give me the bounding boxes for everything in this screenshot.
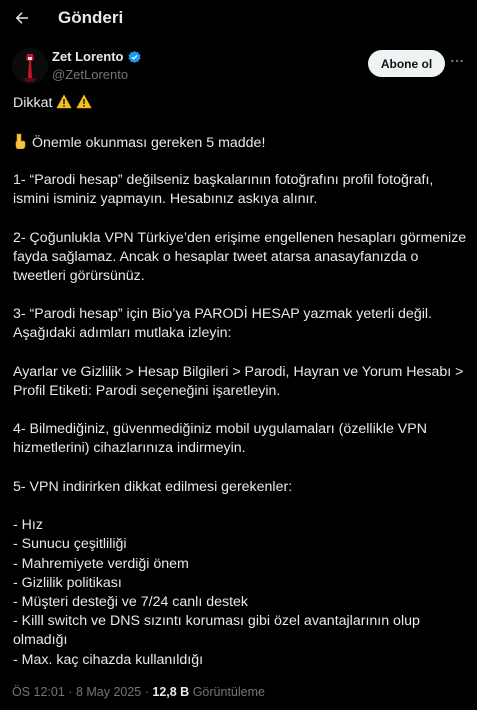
view-count: 12,8 B [152,685,190,699]
tweet-line: - Mahremiyete verdiği önem [13,556,189,572]
tweet-line: 2- Çoğunlukla VPN Türkiye’den erişime engellenen hesapları görmenize [13,230,467,246]
tweet-line: Dikkat [13,94,92,114]
tweet-line: - Killl switch ve DNS sızıntı koruması gibi özel avantajlarının olup [13,613,420,629]
tweet-date[interactable]: 8 May 2025 [75,685,142,699]
tweet-line: 5- VPN indirirken dikkat edilmesi gerekenler: [13,479,293,495]
arrow-left-icon [13,9,31,27]
warning-icon [56,94,72,114]
tweet-line: - Max. kaç cihazda kullanıldığı [13,652,204,668]
views-label: Görüntüleme [192,685,265,699]
tweet-line: - Sunucu çeşitliliği [13,536,127,552]
tweet-line: olmadığı [13,632,68,648]
tweet-line: - Müşteri desteği ve 7/24 canlı destek [13,594,249,610]
tweet-line: ismini isminiz yapmayın. Hesabınız askıya alınır. [13,191,318,207]
tweet-author [12,46,465,86]
top-bar [0,0,477,40]
tweet-time[interactable]: ÖS 12:01 [12,685,65,699]
tweet-line: 1- “Parodi hesap” değilseniz başkalarının fotoğrafını profil fotoğrafı, [13,172,434,188]
tweet-line: hizmetlerini) cihazlarınıza indirmeyin. [13,440,246,456]
follow-button[interactable]: Abone ol [368,50,445,77]
avatar-image [12,48,48,84]
tweet-line: tweetleri görürsünüz. [13,268,145,284]
tweet-line: - Hız [13,517,43,533]
warning-icon [76,94,92,114]
avatar[interactable] [12,48,48,84]
back-button[interactable] [12,8,32,28]
tweet-meta: ÖS 12:01 · 8 May 2025 · 12,8 B Görüntüleme [12,685,265,699]
tweet-line: Önemle okunması gereken 5 madde! [13,133,265,154]
author-handle[interactable]: @ZetLorento [52,67,129,82]
verified-badge-icon [127,50,142,65]
tweet-line: 4- Bilmediğiniz, güvenmediğiniz mobil uygulamaları (özellikle VPN [13,421,427,437]
page-title: Gönderi [58,8,124,27]
author-name[interactable]: Zet Lorento [52,49,124,64]
tweet-line: Ayarlar ve Gizlilik > Hesap Bilgileri > Parodi, Hayran ve Yorum Hesabı > [13,364,464,380]
more-dots-icon [449,53,465,69]
tweet-line: - Gizlilik politikası [13,575,122,591]
tweet-line: 3- “Parodi hesap” için Bio’ya PARODİ HESAP yazmak yeterli değil. [13,306,432,322]
more-options-button[interactable] [448,52,466,70]
tweet-line: Profil Etiketi: Parodi seçeneğini işaretleyin. [13,383,281,399]
tweet-line: Aşağıdaki adımları mutlaka izleyin: [13,325,232,341]
tweet-line: fayda sağlamaz. Ancak o hesaplar tweet atarsa anasayfanızda o [13,249,419,265]
pointing-down-icon [13,133,28,154]
author-name-row[interactable] [52,49,142,65]
